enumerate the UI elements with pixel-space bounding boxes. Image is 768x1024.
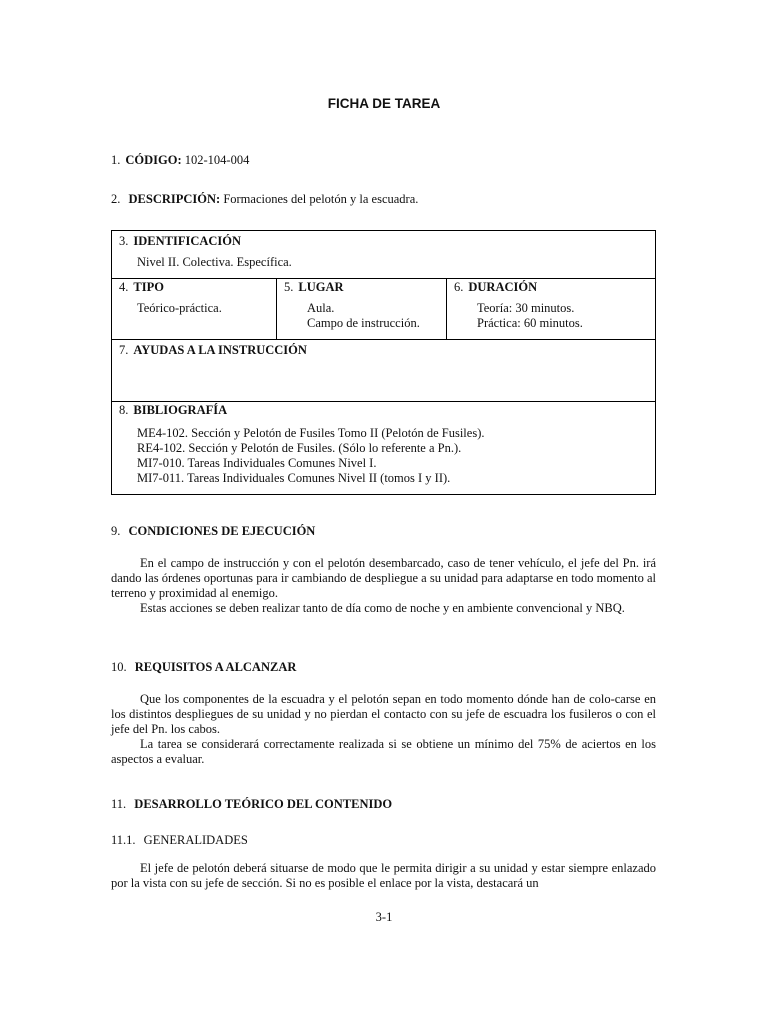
lugar-number: 5. [284, 280, 294, 294]
requisitos-label: REQUISITOS A ALCANZAR [134, 660, 297, 674]
bibliografia-item: MI7-011. Tareas Individuales Comunes Nivel II (tomos I y II). [137, 471, 451, 485]
descripcion-number: 2. [111, 192, 121, 206]
bibliografia-label: BIBLIOGRAFÍA [133, 403, 228, 417]
bibliografia-item: RE4-102. Sección y Pelotón de Fusiles. (Sólo lo referente a Pn.). [137, 441, 462, 455]
condiciones-number: 9. [111, 524, 121, 538]
generalidades-heading [111, 833, 248, 848]
descripcion-value: Formaciones del pelotón y la escuadra. [223, 192, 419, 206]
identificacion-label: IDENTIFICACIÓN [133, 234, 242, 248]
desarrollo-number: 11. [111, 797, 127, 811]
ayudas-label: AYUDAS A LA INSTRUCCIÓN [133, 343, 307, 357]
tipo-label: TIPO [133, 280, 164, 294]
duracion-label: DURACIÓN [468, 280, 538, 294]
desarrollo-heading [111, 797, 392, 812]
generalidades-label: GENERALIDADES [143, 833, 248, 847]
duracion-value-1: Teoría: 30 minutos. [477, 301, 575, 315]
page-title: FICHA DE TAREA [327, 96, 441, 111]
codigo-value: 102-104-004 [184, 153, 250, 167]
tipo-number: 4. [119, 280, 129, 294]
codigo-line [111, 153, 249, 168]
lugar-value-2: Campo de instrucción. [307, 316, 420, 330]
descripcion-label: DESCRIPCIÓN: [128, 192, 221, 206]
condiciones-heading [111, 524, 315, 539]
generalidades-number: 11.1. [111, 833, 136, 847]
bibliografia-item: MI7-010. Tareas Individuales Comunes Nivel I. [137, 456, 377, 470]
duracion-header [454, 280, 537, 295]
paragraph: En el campo de instrucción y con el pelotón desembarcado, caso de tener vehículo, el jefe del Pn. irá dando las órdenes oportunas para ir cambiando de despliegue a su unidad para adaptarse en todo momento al terreno y proximidad al enemigo. [111, 556, 656, 600]
condiciones-body [111, 556, 656, 616]
tipo-value: Teórico-práctica. [137, 301, 222, 315]
generalidades-body [111, 861, 656, 891]
identificacion-value: Nivel II. Colectiva. Específica. [137, 255, 292, 269]
codigo-label: CÓDIGO: [125, 153, 182, 167]
lugar-cell [276, 278, 447, 339]
descripcion-line [111, 192, 418, 207]
duracion-value-2: Práctica: 60 minutos. [477, 316, 583, 330]
desarrollo-label: DESARROLLO TEÓRICO DEL CONTENIDO [134, 797, 393, 811]
requisitos-number: 10. [111, 660, 127, 674]
paragraph: El jefe de pelotón deberá situarse de modo que le permita dirigir a su unidad y estar siempre enlazado por la vista con su jefe de sección. Si no es posible el enlace por la vista, destacará un [111, 861, 656, 890]
tipo-lugar-duracion-row [112, 278, 655, 340]
codigo-number: 1. [111, 153, 121, 167]
ayudas-header [119, 343, 307, 358]
bibliografia-row [112, 401, 655, 494]
condiciones-label: CONDICIONES DE EJECUCIÓN [128, 524, 316, 538]
duracion-cell [446, 278, 655, 339]
ayudas-row [112, 339, 655, 402]
requisitos-body [111, 692, 656, 767]
duracion-number: 6. [454, 280, 464, 294]
requisitos-heading [111, 660, 296, 675]
identification-table [111, 230, 656, 495]
identificacion-header [119, 234, 241, 249]
tipo-cell [112, 278, 276, 339]
paragraph: La tarea se considerará correctamente realizada si se obtiene un mínimo del 75% de aciertos en los aspectos a evaluar. [111, 737, 656, 766]
bibliografia-header [119, 403, 227, 418]
bibliografia-item: ME4-102. Sección y Pelotón de Fusiles Tomo II (Pelotón de Fusiles). [137, 426, 485, 440]
lugar-label: LUGAR [298, 280, 344, 294]
bibliografia-number: 8. [119, 403, 129, 417]
lugar-header [284, 280, 344, 295]
ayudas-number: 7. [119, 343, 129, 357]
page-number: 3-1 [375, 910, 393, 924]
identificacion-number: 3. [119, 234, 129, 248]
paragraph: Que los componentes de la escuadra y el pelotón sepan en todo momento dónde han de colo-carse en los distintos despliegues de su unidad y no pierdan el contacto con su jefe de escuadra los fusileros o con el jefe del Pn. los cabos. [111, 692, 656, 736]
lugar-value-1: Aula. [307, 301, 335, 315]
identificacion-row [112, 231, 655, 279]
paragraph: Estas acciones se deben realizar tanto de día como de noche y en ambiente convencional y NBQ. [140, 601, 625, 615]
tipo-header [119, 280, 164, 295]
